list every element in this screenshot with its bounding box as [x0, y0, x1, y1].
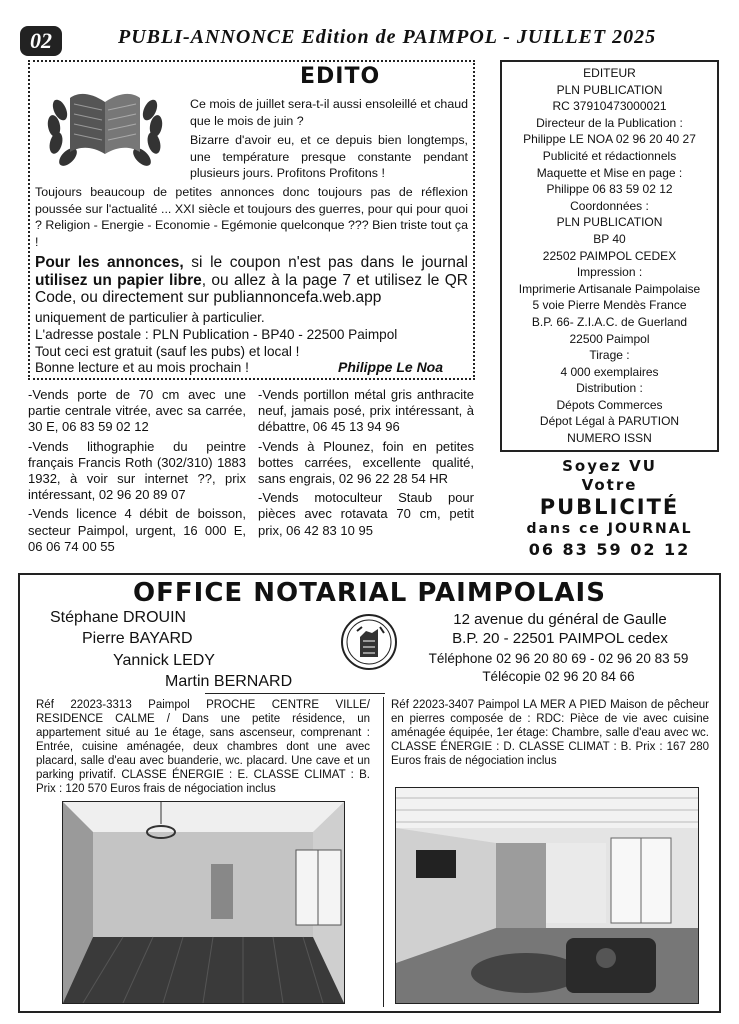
- classified-ad: -Vends porte de 70 cm avec une partie centrale vitrée, avec sa carrée, 30 E, 06 83 59 02 12: [28, 387, 246, 435]
- listing-divider: [383, 697, 384, 1007]
- edito-title: EDITO: [300, 64, 381, 89]
- edito-paragraph-2: Bizarre d'avoir eu, et ce depuis bien longtemps, une température presque constante pendant plusieurs jours. Profitons Profitons !: [190, 133, 468, 180]
- notary-name: Stéphane DROUIN: [50, 609, 187, 626]
- notary-address-1: 12 avenue du général de Gaulle: [453, 611, 667, 628]
- property-photo-1: [62, 801, 345, 1004]
- publisher-info-line: 22500 Paimpol: [569, 331, 650, 346]
- classified-ad: -Vends à Plounez, foin en petites bottes carrées, excellente qualité, sans engrais, 02 96 22 28 54 HR: [258, 438, 474, 487]
- promo-line-1: Soyez VU: [562, 457, 657, 475]
- publisher-info-line: BP 40: [593, 231, 626, 246]
- property-listing-1: Réf 22023-3313 Paimpol PROCHE CENTRE VILLE/ RESIDENCE CALME / Dans une petite résidence, un appartement situé au 1e étage, sans ascenseur, comprenant : Entrée, cuisine aménagée, deux chambres dont une avec placard, salle d'eau avec buanderie, wc. placard. Une cave et un parking privatif. CLASSE ÉNERGIE : E. CLASSE CLIMAT : B. Prix : 120 570 Euros frais de négociation inclus: [36, 699, 370, 795]
- edito-announce-bold-1: Pour les annonces,: [35, 254, 184, 271]
- edito-postal-address: L'adresse postale : PLN Publication - BP40 - 22500 Paimpol: [35, 327, 398, 342]
- page-number: 02: [20, 26, 62, 56]
- promo-phone: 06 83 59 02 12: [528, 540, 691, 559]
- publisher-info-line: Impression :: [576, 265, 643, 280]
- notary-name: Martin BERNARD: [165, 673, 293, 690]
- promo-line-3: PUBLICITÉ: [539, 495, 680, 519]
- publisher-info-line: Philippe LE NOA 02 96 20 40 27: [523, 132, 696, 147]
- publisher-info-line: Dépot Légal à PARUTION: [539, 414, 680, 429]
- notary-divider: [205, 693, 385, 694]
- publisher-info-line: Publicité et rédactionnels: [542, 148, 677, 163]
- publisher-info-line: EDITEUR: [583, 66, 636, 80]
- property-photo-2: [395, 787, 699, 1004]
- notary-phone: Téléphone 02 96 20 80 69 - 02 96 20 83 59: [428, 651, 689, 666]
- notary-fax: Télécopie 02 96 20 84 66: [482, 669, 635, 684]
- classified-ad: -Vends portillon métal gris anthracite neuf, jamais posé, prix intéressant, à débattre, 06 45 13 94 96: [258, 387, 474, 435]
- promo-line-4: dans ce JOURNAL: [526, 521, 693, 537]
- edito-announce-text-1: si le coupon n'est pas dans le journal: [183, 254, 468, 271]
- publisher-info-line: Imprimerie Artisanale Paimpolaise: [518, 281, 701, 296]
- publisher-info-line: Directeur de la Publication :: [536, 115, 683, 130]
- edito-announce-text-2: , ou allez à la page 7 et utilisez le QR Code, ou directement sur publiannoncefa.web.app: [35, 271, 468, 306]
- publisher-info-line: 4 000 exemplaires: [560, 364, 659, 379]
- property-listing-2: Réf 22023-3407 Paimpol LA MER A PIED Maison de pêcheur en pierres composée de : RDC: Pièce de vie avec cuisine aménagée équipée, 1er étage: Chambre, salle d'eau avec wc. CLASSE ÉNERGIE : D. CLASSE CLIMAT : B. Prix : 167 280 Euros frais de négociation inclus: [391, 699, 709, 767]
- edito-announce-paragraph: [35, 254, 468, 307]
- publisher-info-line: 22502 PAIMPOL CEDEX: [542, 248, 677, 263]
- edito-closing: Bonne lecture et au mois prochain !: [35, 360, 249, 375]
- notary-title: OFFICE NOTARIAL PAIMPOLAIS: [133, 578, 606, 608]
- publisher-info-line: Maquette et Mise en page :: [536, 165, 683, 180]
- publisher-info-line: Tirage :: [589, 348, 630, 363]
- edito-paragraph-3: Toujours beaucoup de petites annonces donc toujours pas de réflexion poussée sur l'actualité ... XXI siècle et toujours des guerres, pour qui pour quoi ? Religion - Energie - Economie - Egémonie quelconque ??? Bien triste tout ça !: [35, 185, 468, 249]
- notary-seal-icon: [340, 613, 398, 671]
- classified-ads-right-column: [258, 387, 474, 542]
- page-header-title: PUBLI-ANNONCE Edition de PAIMPOL - JUILLET 2025: [118, 26, 657, 48]
- publisher-info-line: 5 voie Pierre Mendès France: [532, 298, 687, 313]
- publisher-info-line: NUMERO ISSN: [567, 431, 652, 446]
- edito-announce-bold-2: utilisez un papier libre: [35, 271, 202, 289]
- edito-paragraph-1: Ce mois de juillet sera-t-il aussi ensoleillé et chaud que le mois de juin ?: [190, 97, 468, 128]
- notary-name: Yannick LEDY: [113, 652, 215, 669]
- publisher-info-line: Distribution :: [576, 381, 643, 396]
- advertising-promo: [500, 455, 719, 561]
- classified-ad: -Vends licence 4 débit de boisson, secteur Paimpol, urgent, 16 000 E, 06 06 74 00 55: [28, 506, 246, 554]
- publisher-info-box: [500, 60, 719, 452]
- publisher-info-line: Coordonnées :: [570, 198, 649, 213]
- edito-signature: Philippe Le Noa: [338, 359, 444, 375]
- publisher-info-line: PLN PUBLICATION: [556, 82, 663, 97]
- publisher-info-line: RC 37910473000021: [552, 99, 667, 114]
- notary-name: Pierre BAYARD: [82, 630, 193, 647]
- publisher-info-line: Philippe 06 83 59 02 12: [546, 182, 673, 197]
- classified-ads-left-column: [28, 387, 246, 558]
- promo-line-2: Votre: [581, 476, 638, 494]
- publisher-info-line: B.P. 66- Z.I.A.C. de Guerland: [531, 314, 688, 329]
- classified-ad: -Vends lithographie du peintre français Francis Roth (302/310) 1883 1932, à voir sur internet ??, prix intéressant, 02 96 20 89 07: [28, 438, 246, 503]
- edito-free-note: Tout ceci est gratuit (sauf les pubs) et local !: [35, 344, 300, 359]
- classified-ad: -Vends motoculteur Staub pour pièces avec rotavata 70 cm, petit prix, 06 42 83 10 95: [258, 490, 474, 538]
- edito-announce-text-3: uniquement de particulier à particulier.: [35, 310, 265, 325]
- open-book-laurel-icon: [40, 70, 170, 172]
- notary-address-2: B.P. 20 - 22501 PAIMPOL cedex: [452, 630, 668, 647]
- publisher-info-line: Dépots Commerces: [556, 397, 663, 412]
- publisher-info-line: PLN PUBLICATION: [556, 215, 663, 230]
